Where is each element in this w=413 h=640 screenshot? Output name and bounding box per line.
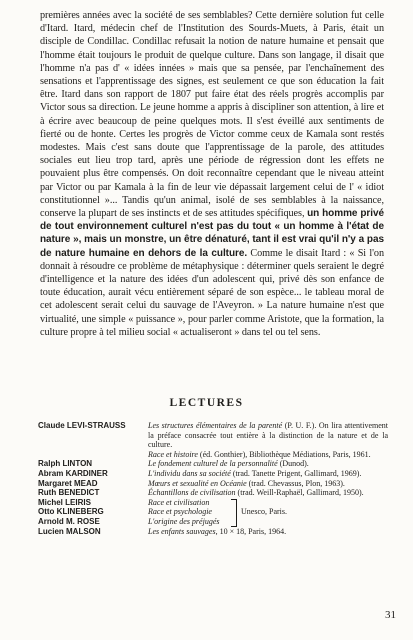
work-details: (trad. Weill-Raphaël, Gallimard, 1950). (235, 488, 364, 498)
work-title: Les structures élémentaires de la parenté (148, 421, 283, 430)
work-item (148, 469, 388, 479)
bibliography-entry (38, 421, 388, 459)
unesco-bracket-group (38, 498, 388, 527)
work-details: , 10 × 18, Paris, 1964. (215, 526, 287, 536)
bibliography (38, 421, 388, 536)
paragraph-bold-thesis: un homme privé de tout environnement culturel n'est pas du tout « un homme à l'état de nature », mais un monstre, un être dénaturé, tant il est vrai qu'il n'y a pas de nature humaine en dehors de la culture. (40, 208, 384, 259)
work-item (148, 488, 388, 498)
bracket-publisher: Unesco, Paris. (241, 506, 287, 516)
work-item (148, 459, 388, 469)
work-title: Race et psychologie (148, 507, 212, 517)
work-title: Échantillons de civilisation (148, 488, 236, 498)
body-paragraph (40, 9, 384, 339)
lectures-heading: LECTURES (169, 397, 244, 409)
author-name: Abram KARDINER (38, 468, 108, 478)
author-name: Michel LEIRIS (38, 497, 91, 507)
bibliography-entry (38, 488, 388, 498)
work-title: Les enfants sauvages (148, 526, 216, 536)
work-item (148, 527, 388, 537)
author-name: Otto KLINEBERG (38, 507, 104, 517)
paragraph-text-start: premières années avec la société de ses semblables? Cette dernière solution fut celle d'Itard. Itard, médecin chef de l'Institution des Sourds-Muets, à Paris, était un disciple de Condillac. Condillac refusait la notion de nature humaine et pensait que l'homme était toujours le produit de quelque culture. Dans son langage, il disait que l'homme n'a pas d' « idées innées » mais que sa pensée, par l'enchaînement des sensations et l'apprentissage des signes, est seulement ce que son éducation la fait être. Itard dans son rapport de 1807 put faire état des réels progrès accomplis par Victor sous sa direction. Le jeune homme a appris à discipliner son attention, à lire et à écrire avec beaucoup de peine quelques mots. Il s'est éveillé aux sentiments de fierté ou de honte. Certes les progrès de Victor comme ceux de Kamala sont restés modestes. Mais c'est sans doute que l'apprentissage de la parole, des attitudes sociales eut lieu trop tard, après une période de régression dont les effets ne pouvaient plus être compensés. On doit reconnaître cependant que le niveau atteint par Victor ou par Kamala à la fin de leur vie dépassait largement celui de l' « idiot constitutionnel »... Tandis qu'un animal, isolé de ses semblables à la naissance, conserve la plupart de ses instincts et de ses attitudes spécifiques, (40, 10, 384, 220)
work-details: (éd. Gonthier), Bibliothèque Médiations, Paris, 1961. (197, 449, 371, 459)
work-title: L'origine des préjugés (148, 516, 220, 526)
work-details: (trad. Tanette Prigent, Gallimard, 1969). (230, 468, 362, 478)
page-number: 31 (385, 609, 396, 621)
work-details: (Dunod). (277, 459, 309, 469)
work-item (148, 450, 388, 460)
author-name: Arnold M. ROSE (38, 516, 100, 526)
work-title: Mœurs et sexualité en Océanie (148, 478, 247, 488)
author-name: Margaret MEAD (38, 478, 98, 488)
bibliography-entry (38, 479, 388, 489)
author-name: Lucien MALSON (38, 526, 101, 536)
work-item (148, 421, 388, 450)
bibliography-entry (38, 507, 388, 517)
bibliography-entry (38, 469, 388, 479)
right-brace (231, 499, 237, 527)
author-name: Claude LEVI-STRAUSS (38, 421, 126, 430)
bibliography-entry (38, 517, 388, 527)
work-details: (P. U. F.). On lira attentivement la préface consacrée tout entière à la distinction de la nature et de la culture. (148, 421, 389, 450)
work-title: Race et histoire (148, 449, 198, 459)
bibliography-entry (38, 527, 388, 537)
bibliography-entry (38, 498, 388, 508)
work-title: Race et civilisation (148, 497, 210, 507)
bibliography-entry (38, 459, 388, 469)
paragraph-text-end: Comme le disait Itard : « Si l'on donnait à résoudre ce problème de métaphysique : déterminer quels seraient le degré d'intelligence et la nature des idées d'un adolescent qui, privé dès son enfance de toute éducation, aurait vécu entièrement séparé de son espèce... le tableau moral de cet adolescent serait celui du sauvage de l'Aveyron. » La nature humaine n'est que virtualité, une simple « puissance », pour parler comme Aristote, que la formation, la culture propre à tel milieu social « actualiseront » dans tel ou tel sens. (40, 247, 384, 338)
work-title: Le fondement culturel de la personnalité (148, 459, 278, 469)
work-title: L'individu dans sa société (148, 468, 231, 478)
author-name: Ruth BENEDICT (38, 488, 100, 498)
work-details: (trad. Chevassus, Plon, 1963). (246, 478, 345, 488)
work-item (148, 479, 388, 489)
author-name: Ralph LINTON (38, 459, 93, 469)
